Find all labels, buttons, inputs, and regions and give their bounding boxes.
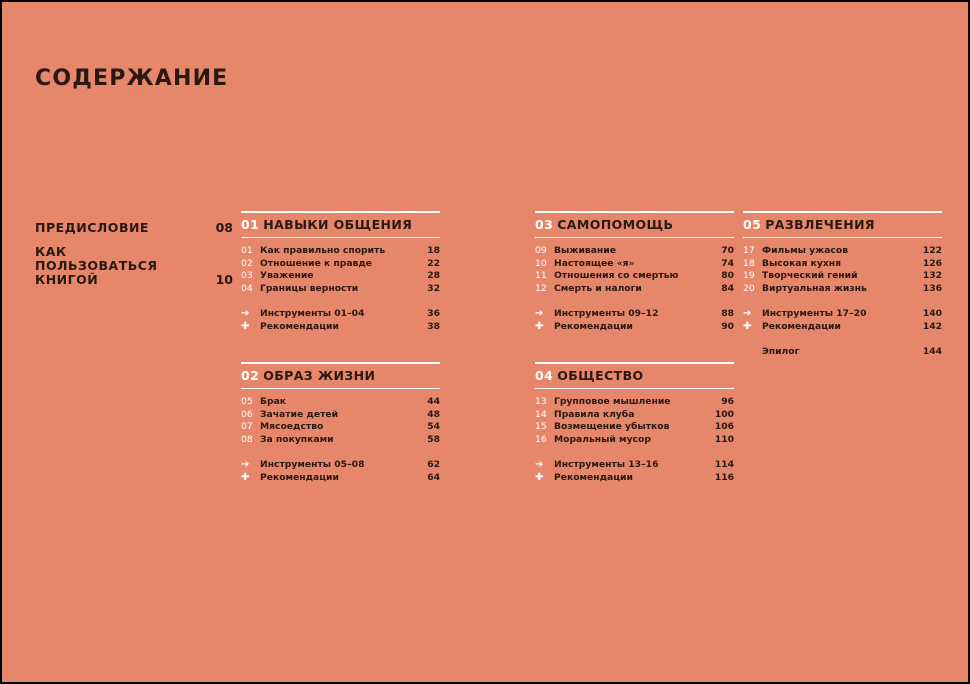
item-label: Выживание (554, 245, 616, 256)
intro-entry-how-to-use[interactable] (35, 245, 233, 287)
item-number: 12 (535, 282, 547, 294)
item-label: Групповое мышление (554, 396, 671, 407)
section-rule (241, 237, 440, 238)
item-label: Инструменты 01–04 (260, 308, 365, 319)
section-03 (535, 211, 734, 333)
section-heading[interactable] (743, 213, 942, 237)
item-number: 14 (535, 408, 547, 420)
item-page: 74 (721, 257, 734, 269)
toc-item[interactable] (241, 421, 440, 434)
item-page: 132 (922, 270, 942, 281)
item-page: 48 (427, 408, 440, 420)
item-label: Мясоедство (260, 421, 324, 432)
item-page: 22 (427, 257, 440, 269)
item-label: Зачатие детей (260, 408, 339, 420)
item-number: 02 (241, 257, 253, 269)
item-label: Отношения со смертью (554, 270, 679, 281)
toc-item[interactable] (535, 421, 734, 434)
item-number: 07 (241, 421, 253, 432)
toc-item[interactable] (743, 258, 942, 271)
intro-page: 08 (215, 220, 233, 235)
item-label: Виртуальная жизнь (762, 282, 867, 294)
item-label: Моральный мусор (554, 433, 651, 445)
toc-item[interactable] (535, 434, 734, 447)
item-page: 126 (922, 257, 942, 269)
plus-icon: ✚ (535, 320, 544, 332)
item-label: Отношение к правде (260, 257, 373, 269)
item-number: 03 (241, 270, 253, 281)
arrow-right-icon: ➔ (241, 459, 250, 470)
section-heading[interactable] (535, 213, 734, 237)
toc-recs[interactable] (241, 321, 440, 334)
section-title: САМОПОМОЩЬ (557, 217, 674, 232)
section-05 (743, 211, 942, 359)
item-page: 96 (721, 396, 734, 407)
item-page: 84 (721, 282, 734, 294)
section-heading[interactable] (535, 364, 734, 388)
toc-epilog[interactable] (743, 346, 942, 359)
section-04 (535, 362, 734, 484)
item-label: За покупками (260, 433, 334, 445)
section-heading[interactable] (241, 213, 440, 237)
toc-recs[interactable] (535, 472, 734, 485)
toc-item[interactable] (535, 245, 734, 258)
intro-page: 10 (215, 272, 233, 287)
item-page: 100 (714, 408, 734, 420)
section-heading[interactable] (241, 364, 440, 388)
toc-item[interactable] (241, 270, 440, 283)
item-page: 136 (922, 282, 942, 294)
item-label: Высокая кухня (762, 257, 841, 269)
arrow-right-icon: ➔ (535, 459, 544, 470)
section-02 (241, 362, 440, 484)
toc-tools[interactable] (241, 308, 440, 321)
section-number: 05 (743, 217, 762, 232)
item-number: 20 (743, 282, 755, 294)
item-number: 17 (743, 245, 755, 256)
item-number: 08 (241, 433, 253, 445)
toc-recs[interactable] (535, 321, 734, 334)
plus-icon: ✚ (743, 320, 752, 332)
item-page: 18 (427, 245, 440, 256)
plus-icon: ✚ (241, 320, 250, 332)
item-label: Инструменты 09–12 (554, 308, 659, 319)
item-page: 140 (922, 308, 942, 319)
item-label: Рекомендации (762, 320, 841, 332)
toc-item[interactable] (743, 270, 942, 283)
toc-item[interactable] (743, 245, 942, 258)
item-number: 01 (241, 245, 253, 256)
item-label: Брак (260, 396, 287, 407)
item-page: 142 (922, 320, 942, 332)
arrow-right-icon: ➔ (535, 308, 544, 319)
item-page: 144 (922, 346, 942, 357)
toc-item[interactable] (535, 270, 734, 283)
section-rule (535, 388, 734, 389)
section-rule (535, 237, 734, 238)
arrow-right-icon: ➔ (743, 308, 752, 319)
toc-tools[interactable] (535, 459, 734, 472)
section-number: 03 (535, 217, 554, 232)
section-rule (743, 237, 942, 238)
item-label: Рекомендации (554, 320, 633, 332)
toc-item[interactable] (535, 258, 734, 271)
item-label: Рекомендации (260, 320, 339, 332)
toc-item[interactable] (535, 409, 734, 422)
toc-item[interactable] (241, 283, 440, 296)
toc-recs[interactable] (241, 472, 440, 485)
item-page: 122 (922, 245, 942, 256)
item-label: Рекомендации (260, 471, 339, 483)
item-label: Инструменты 17–20 (762, 308, 867, 319)
item-page: 58 (427, 433, 440, 445)
item-number: 10 (535, 257, 547, 269)
item-page: 80 (721, 270, 734, 281)
item-page: 116 (714, 471, 734, 483)
item-page: 88 (721, 308, 734, 319)
section-number: 01 (241, 217, 260, 232)
item-page: 110 (714, 433, 734, 445)
item-number: 15 (535, 421, 547, 432)
section-rule (241, 388, 440, 389)
intro-label: КАК ПОЛЬЗОВАТЬСЯ КНИГОЙ (35, 244, 158, 287)
item-label: Фильмы ужасов (762, 245, 849, 256)
item-label: Смерть и налоги (554, 282, 642, 294)
item-number: 04 (241, 282, 253, 294)
item-label: Рекомендации (554, 471, 633, 483)
item-label: Правила клуба (554, 408, 635, 420)
toc-item[interactable] (535, 396, 734, 409)
plus-icon: ✚ (241, 471, 250, 483)
item-page: 64 (427, 471, 440, 483)
item-page: 32 (427, 282, 440, 294)
item-number: 06 (241, 408, 253, 420)
section-title: ОБЩЕСТВО (557, 368, 644, 383)
item-number: 11 (535, 270, 547, 281)
item-page: 90 (721, 320, 734, 332)
toc-item[interactable] (241, 434, 440, 447)
item-page: 54 (427, 421, 440, 432)
item-number: 13 (535, 396, 547, 407)
plus-icon: ✚ (535, 471, 544, 483)
item-label: Возмещение убытков (554, 421, 670, 432)
item-page: 106 (714, 421, 734, 432)
item-label: Настоящее «я» (554, 257, 635, 269)
item-number: 05 (241, 396, 253, 407)
toc-item[interactable] (743, 283, 942, 296)
item-number: 09 (535, 245, 547, 256)
section-01 (241, 211, 440, 333)
toc-item[interactable] (241, 396, 440, 409)
item-page: 44 (427, 396, 440, 407)
item-page: 38 (427, 320, 440, 332)
item-label: Уважение (260, 270, 314, 281)
toc-tools[interactable] (535, 308, 734, 321)
toc-item[interactable] (535, 283, 734, 296)
toc-tools[interactable] (241, 459, 440, 472)
toc-page (2, 2, 968, 682)
page-title: СОДЕРЖАНИЕ (35, 66, 229, 91)
item-page: 114 (714, 459, 734, 470)
section-title: ОБРАЗ ЖИЗНИ (263, 368, 376, 383)
toc-item[interactable] (241, 409, 440, 422)
section-title: РАЗВЛЕЧЕНИЯ (765, 217, 875, 232)
item-page: 62 (427, 459, 440, 470)
toc-tools[interactable] (743, 308, 942, 321)
toc-item[interactable] (241, 245, 440, 258)
item-number: 16 (535, 433, 547, 445)
section-number: 02 (241, 368, 260, 383)
item-label: Эпилог (762, 346, 800, 357)
section-number: 04 (535, 368, 554, 383)
item-number: 19 (743, 270, 755, 281)
item-page: 28 (427, 270, 440, 281)
section-title: НАВЫКИ ОБЩЕНИЯ (263, 217, 413, 232)
toc-item[interactable] (241, 258, 440, 271)
item-label: Инструменты 05–08 (260, 459, 365, 470)
item-number: 18 (743, 257, 755, 269)
item-label: Границы верности (260, 282, 359, 294)
intro-label: ПРЕДИСЛОВИЕ (35, 220, 149, 235)
item-page: 70 (721, 245, 734, 256)
item-label: Как правильно спорить (260, 245, 386, 256)
intro-entry-preface[interactable] (35, 220, 233, 235)
item-label: Творческий гений (762, 270, 858, 281)
arrow-right-icon: ➔ (241, 308, 250, 319)
item-page: 36 (427, 308, 440, 319)
toc-recs[interactable] (743, 321, 942, 334)
item-label: Инструменты 13–16 (554, 459, 659, 470)
